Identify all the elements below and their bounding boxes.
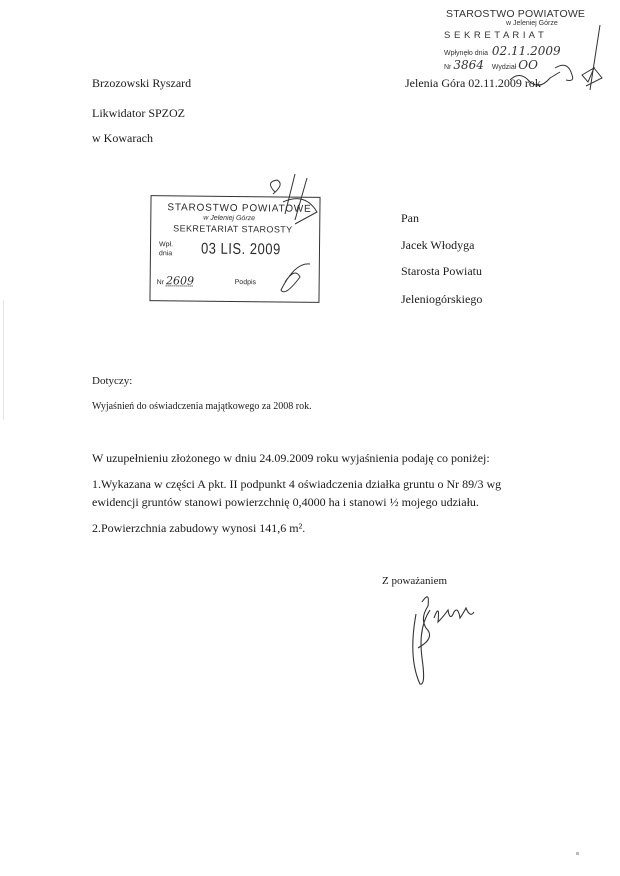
stamp-mid-number: 2609 (165, 274, 195, 288)
stamp-top-number-label: Nr (444, 64, 452, 71)
subject-text: Wyjaśnień do oświadczenia majątkowego za 2008 rok. (92, 401, 312, 412)
stamp-mid-handwriting-icon (255, 172, 335, 302)
recipient-salutation: Pan (401, 211, 419, 225)
sender-name: Brzozowski Ryszard (92, 76, 192, 90)
closing: Z poważaniem (382, 575, 448, 587)
body-intro: W uzupełnieniu złożonego w dniu 24.09.2009 roku wyjaśnienia podaję co poniżej: (92, 451, 490, 465)
recipient-name: Jacek Włodyga (401, 238, 475, 252)
body-point2: 2.Powierzchnia zabudowy wynosi 141,6 m². (92, 521, 306, 535)
stamp-top-city: w Jeleniej Górze (506, 20, 558, 27)
stamp-mid-received-label: Wpł. dnia (158, 241, 174, 258)
stamp-top-number: 3864 (453, 58, 484, 72)
stamp-mid-office: STAROSTWO POWIATOWE (167, 202, 312, 215)
stamp-mid-number-label: Nr (156, 279, 165, 287)
stamp-top-dept-label: Wydział (491, 64, 517, 71)
place-date: Jelenia Góra 02.11.2009 rok (405, 76, 541, 90)
scan-speck (576, 852, 579, 855)
stamp-top-dept-value: OO (518, 58, 538, 72)
stamp-mid-city: w Jeleniej Górze (203, 214, 256, 223)
scan-edge (3, 300, 4, 420)
signature-icon (400, 588, 490, 688)
stamp-top-office: STAROSTWO POWIATOWE (446, 8, 586, 20)
body-point1-line1: 1.Wykazana w części A pkt. II podpunkt 4 oświadczenia działka gruntu o Nr 89/3 wg (92, 477, 502, 491)
stamp-top-received-date: 02.11.2009 (491, 44, 561, 58)
stamp-top-received-label: Wpłynęło dnia (444, 50, 488, 57)
subject-label: Dotyczy: (92, 375, 133, 387)
stamp-top-dept: S E K R E T A R I A T (444, 30, 545, 41)
body-point1-line2: ewidencji gruntów stanowi powierzchnię 0,4000 ha i stanowi ½ mojego udziału. (92, 495, 479, 509)
recipient-county: Jeleniogórskiego (401, 292, 483, 306)
sender-role: Likwidator SPZOZ (92, 106, 185, 120)
stamp-mid-signature-label: Podpis (234, 278, 257, 287)
sender-place: w Kowarach (92, 131, 153, 145)
stamp-mid-received-date: 03 LIS. 2009 (200, 239, 281, 258)
recipient-title: Starosta Powiatu (401, 264, 482, 278)
stamp-mid-dept: SEKRETARIAT STAROSTY (173, 223, 293, 235)
